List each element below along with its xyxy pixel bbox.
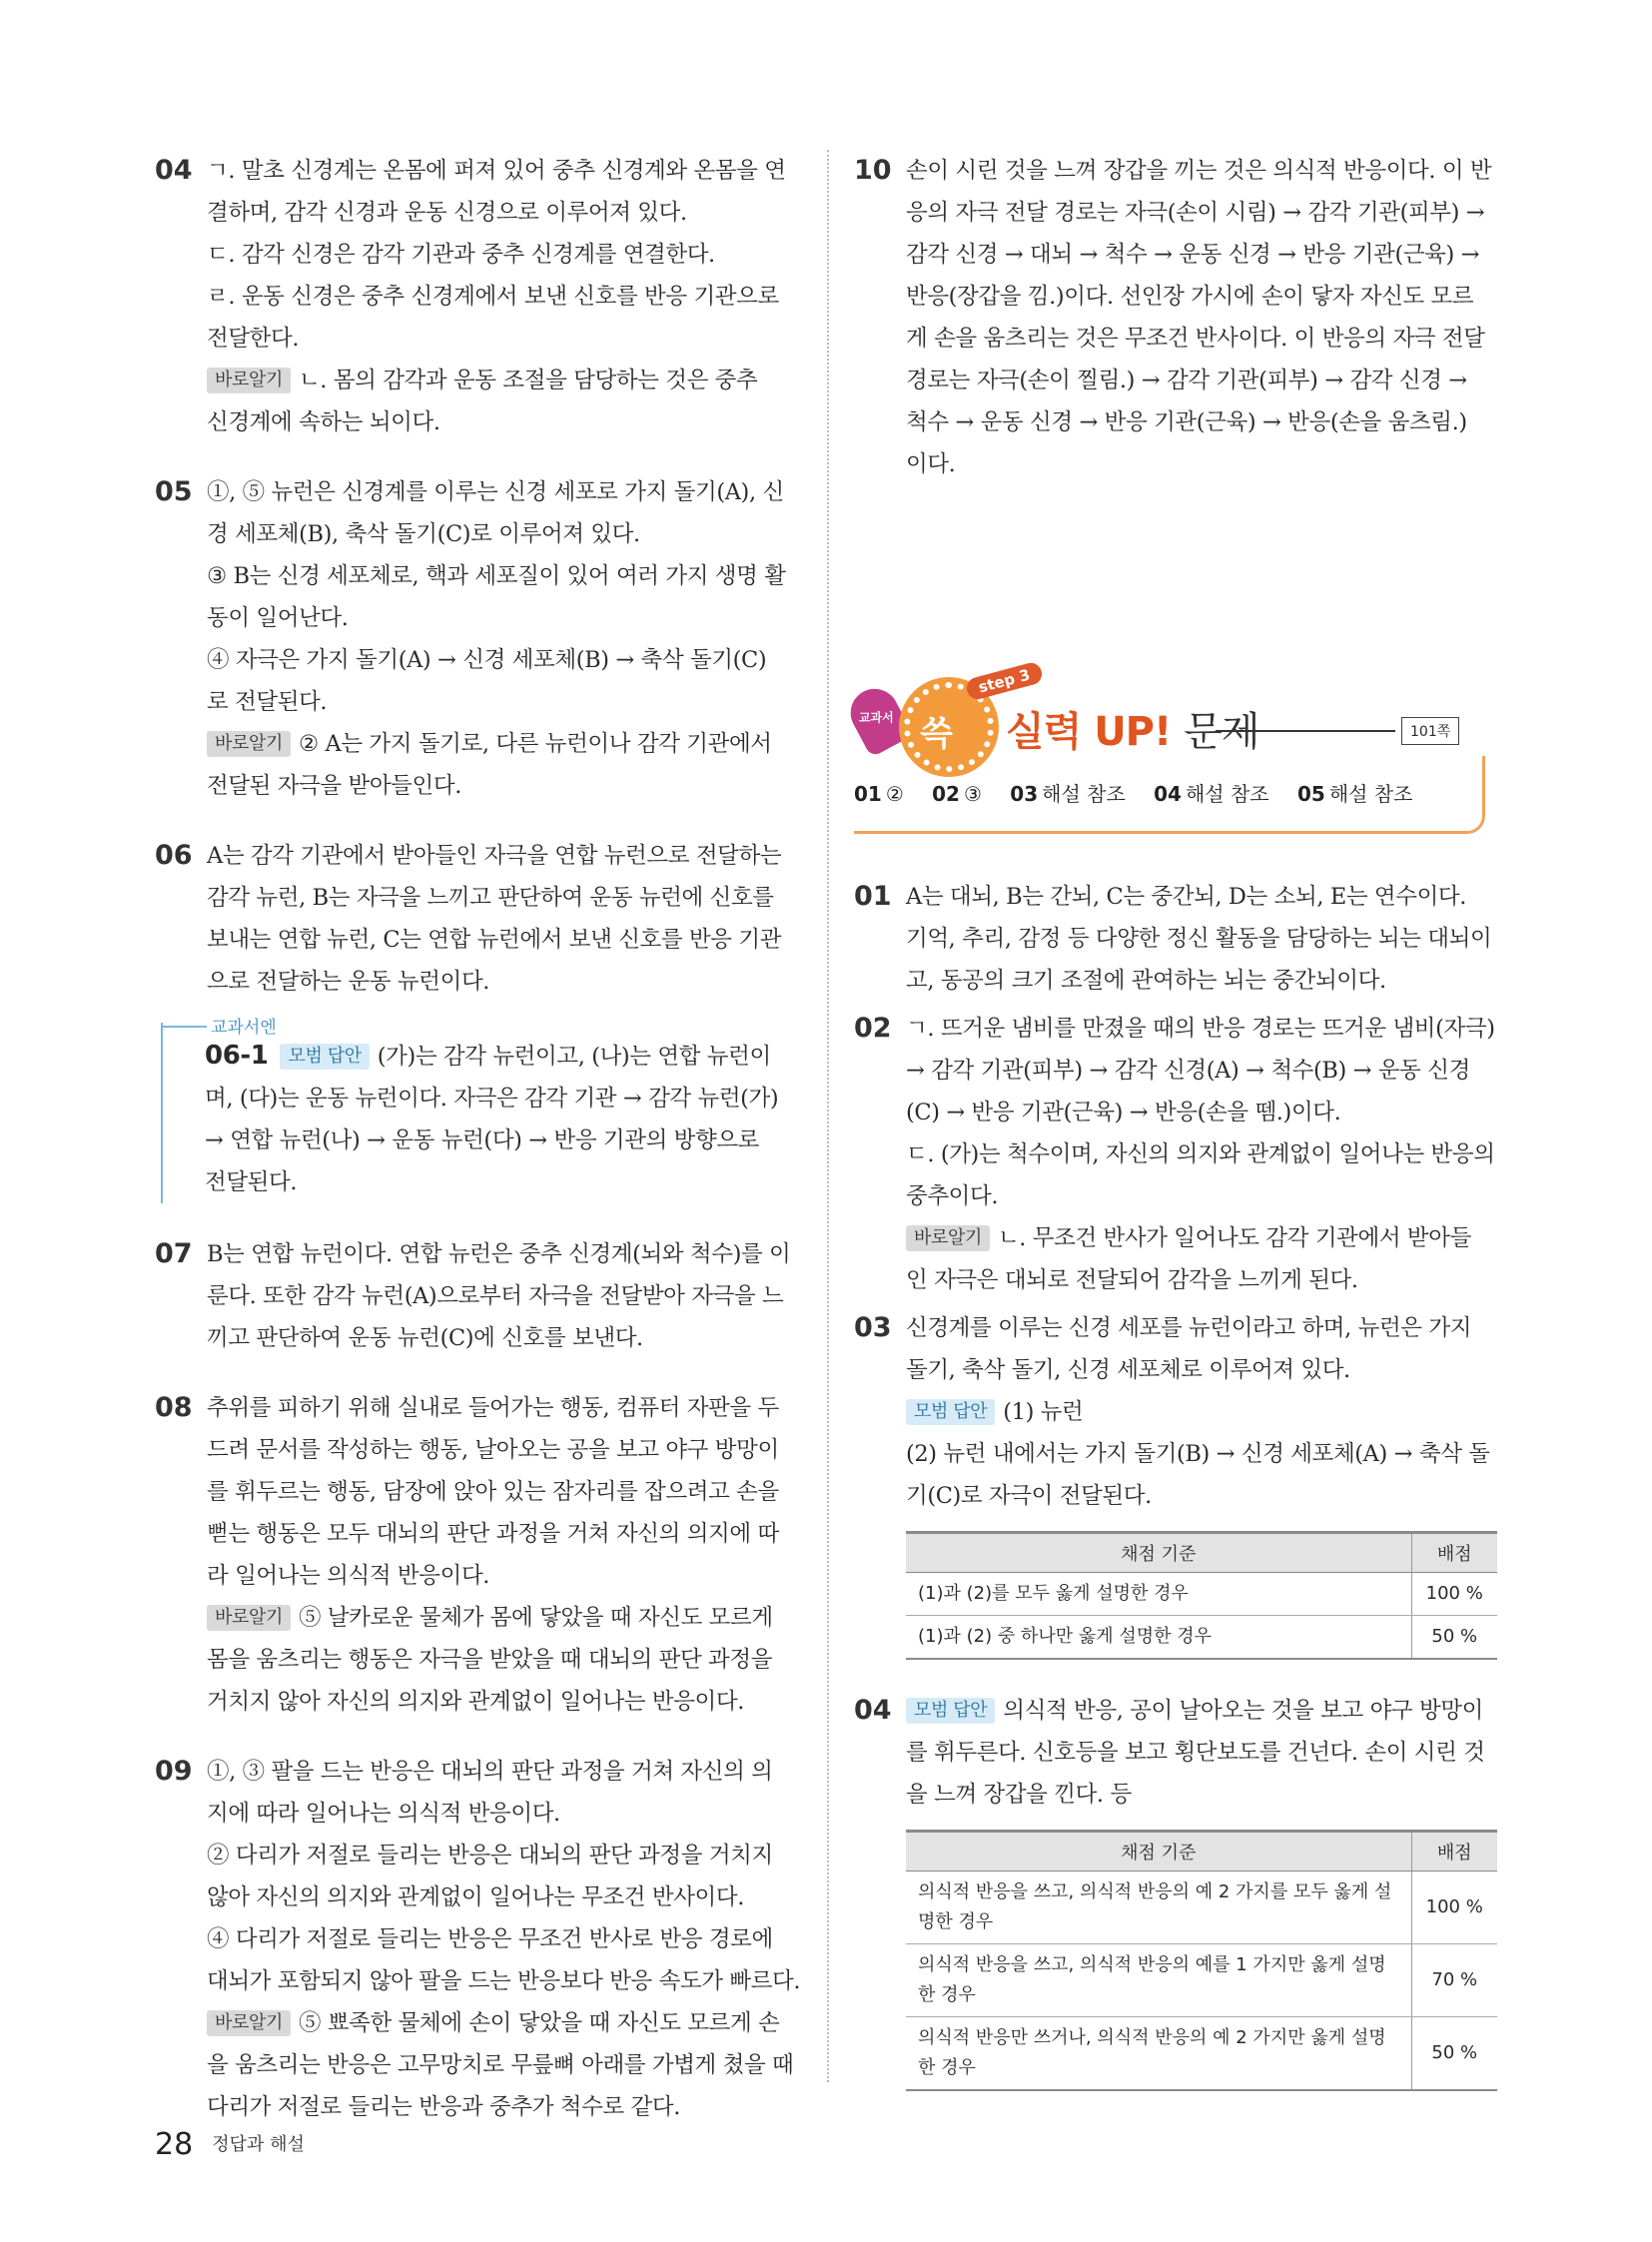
answer-line: 끼고 판단하여 운동 뉴런(C)에 신호를 보낸다.	[207, 1325, 643, 1351]
answer-09	[155, 1751, 801, 2128]
answer-line: 의식적 반응, 공이 날아오는 것을 보고 야구 방망이	[1003, 1698, 1483, 1724]
answer-line: 로 전달된다.	[207, 689, 328, 715]
correction-text: 전달된 자극을 받아들인다.	[207, 773, 461, 799]
section-title	[1006, 700, 1258, 757]
gear-label: 쓱	[920, 714, 953, 754]
correction-text: ㄴ. 몸의 감각과 운동 조절을 담당하는 것은 중추	[298, 368, 758, 393]
step-answer-02	[854, 1008, 1493, 1301]
table-cell: 의식적 반응만 쓰거나, 의식적 반응의 예 2 가지만 옳게 설명한 경우	[906, 2017, 1411, 2091]
quick-answer-item	[1010, 782, 1125, 806]
section-title-accent: 실력 UP!	[1006, 709, 1172, 755]
quick-answer-value: ③	[963, 782, 982, 806]
answer-04	[155, 150, 794, 443]
question-number: 07	[155, 1238, 193, 1269]
answer-line: ㄷ. (가)는 척수이며, 자신의 의지와 관계없이 일어나는 반응의	[906, 1141, 1495, 1167]
table-cell: 70 %	[1411, 1944, 1497, 2017]
correction-text: 신경계에 속하는 뇌이다.	[207, 409, 440, 435]
answer-line: 보내는 연합 뉴런, C는 연합 뉴런에서 보낸 신호를 반응 기관	[207, 927, 782, 953]
side-tab-label: 교과서	[858, 710, 894, 725]
table-header: 배점	[1411, 1832, 1497, 1871]
footer-label: 정답과 해설	[212, 2134, 305, 2155]
answer-06	[155, 835, 794, 1003]
answer-07	[155, 1233, 794, 1359]
answer-line: 동이 일어난다.	[207, 605, 349, 631]
answer-08	[155, 1387, 794, 1723]
answer-line: 손이 시린 것을 느껴 장갑을 끼는 것은 의식적 반응이다. 이 반	[906, 158, 1492, 184]
question-number: 10	[854, 155, 892, 186]
answer-line: 않아 자신의 의지와 관계없이 일어나는 무조건 반사이다.	[207, 1884, 744, 1910]
answer-line: 결하며, 감각 신경과 운동 신경으로 이루어져 있다.	[207, 200, 687, 226]
quick-answer-value: 해설 참조	[1328, 782, 1413, 806]
title-rule	[1216, 730, 1395, 732]
quick-answer-num: 01	[854, 782, 882, 806]
answer-line: 이다.	[906, 451, 956, 477]
scoring-table	[906, 1531, 1497, 1660]
table-cell: (1)과 (2) 중 하나만 옳게 설명한 경우	[906, 1616, 1411, 1660]
answer-line: 대뇌가 포함되지 않아 팔을 드는 반응보다 반응 속도가 빠르다.	[207, 1968, 801, 1994]
answer-05	[155, 471, 794, 807]
question-number: 02	[854, 1013, 892, 1044]
quick-answer-num: 04	[1154, 782, 1182, 806]
question-number: 09	[155, 1756, 193, 1787]
answer-line: 고, 동공의 크기 조절에 관여하는 뇌는 중간뇌이다.	[906, 968, 1386, 994]
table-header: 채점 기준	[906, 1533, 1411, 1573]
model-answer-tag: 모범 답안	[906, 1399, 995, 1425]
answer-line: 를 휘두른다. 신호등을 보고 횡단보도를 건넌다. 손이 시린 것	[906, 1740, 1485, 1766]
correction-tag: 바로알기	[207, 2010, 291, 2036]
correction-text: 몸을 움츠리는 행동은 자극을 받았을 때 대뇌의 판단 과정을	[207, 1647, 773, 1673]
model-answer-tag: 모범 답안	[906, 1698, 995, 1724]
answer-line: A는 대뇌, B는 간뇌, C는 중간뇌, D는 소뇌, E는 연수이다.	[906, 884, 1467, 910]
correction-text: 을 움츠리는 반응은 고무망치로 무릎뼈 아래를 가볍게 쳤을 때	[207, 2052, 794, 2078]
question-number: 08	[155, 1392, 193, 1423]
answer-line: 반응(장갑을 낌.)이다. 선인장 가시에 손이 닿자 자신도 모르	[906, 284, 1474, 310]
table-header: 채점 기준	[906, 1832, 1411, 1871]
answer-line: A는 감각 기관에서 받아들인 자극을 연합 뉴런으로 전달하는	[207, 843, 782, 869]
correction-text: ㄴ. 무조건 반사가 일어나도 감각 기관에서 받아들	[997, 1225, 1471, 1251]
page-number: 28	[155, 2127, 194, 2162]
answer-line: 응의 자극 전달 경로는 자극(손이 시림) → 감각 기관(피부) →	[906, 200, 1485, 226]
question-number: 03	[854, 1312, 892, 1343]
answer-line: 전달된다.	[205, 1169, 298, 1195]
answer-line: 으로 전달하는 운동 뉴런이다.	[207, 969, 490, 995]
question-number: 04	[854, 1695, 892, 1726]
correction-tag: 바로알기	[207, 731, 291, 757]
answer-line: 룬다. 또한 감각 뉴런(A)으로부터 자극을 전달받아 자극을 느	[207, 1283, 784, 1309]
table-row	[906, 2017, 1497, 2091]
answer-line: (가)는 감각 뉴런이고, (나)는 연합 뉴런이	[377, 1044, 771, 1070]
correction-text: ② A는 가지 돌기로, 다른 뉴런이나 감각 기관에서	[298, 731, 772, 757]
table-cell: 의식적 반응을 쓰고, 의식적 반응의 예를 1 가지만 옳게 설명한 경우	[906, 1944, 1411, 2017]
table-row	[906, 1573, 1497, 1616]
answer-line: ㄷ. 감각 신경은 감각 기관과 중추 신경계를 연결한다.	[207, 242, 715, 268]
page-reference: 101쪽	[1401, 717, 1459, 745]
answer-line: ①, ③ 팔을 드는 반응은 대뇌의 판단 과정을 거쳐 자신의 의	[207, 1759, 773, 1785]
left-column	[155, 150, 801, 2156]
step-answer-04	[854, 1690, 1493, 2121]
answer-line: 경 세포체(B), 축삭 돌기(C)로 이루어져 있다.	[207, 521, 640, 547]
answer-line: 전달한다.	[207, 326, 300, 352]
answer-10	[854, 150, 1493, 485]
table-cell: (1)과 (2)를 모두 옳게 설명한 경우	[906, 1573, 1411, 1616]
question-number: 06	[155, 840, 193, 871]
answer-line: ㄱ. 뜨거운 냄비를 만졌을 때의 반응 경로는 뜨거운 냄비(자극)	[906, 1016, 1495, 1042]
model-answer-tag: 모범 답안	[280, 1044, 369, 1070]
quick-answer-item	[932, 782, 982, 806]
textbook-extension-box	[161, 1018, 794, 1203]
answer-line: 감각 신경 → 대뇌 → 척수 → 운동 신경 → 반응 기관(근육) →	[906, 242, 1480, 268]
correction-text: ⑤ 날카로운 물체가 몸에 닿았을 때 자신도 모르게	[298, 1605, 773, 1631]
correction-text: 거치지 않아 자신의 의지와 관계없이 일어나는 반응이다.	[207, 1689, 744, 1715]
correction-tag: 바로알기	[207, 1605, 291, 1631]
answer-line: 돌기, 축삭 돌기, 신경 세포체로 이루어져 있다.	[906, 1357, 1350, 1383]
table-cell: 50 %	[1411, 2017, 1497, 2091]
answer-line: 며, (다)는 운동 뉴런이다. 자극은 감각 기관 → 감각 뉴런(가)	[205, 1086, 779, 1112]
right-column	[854, 150, 1493, 2149]
answer-line: 라 일어나는 의식적 반응이다.	[207, 1563, 490, 1589]
table-cell: 50 %	[1411, 1616, 1497, 1660]
answer-line: ③ B는 신경 세포체로, 핵과 세포질이 있어 여러 가지 생명 활	[207, 563, 786, 589]
page-footer	[155, 2127, 305, 2162]
answer-line: ㄱ. 말초 신경계는 온몸에 퍼져 있어 중추 신경계와 온몸을 연	[207, 158, 786, 184]
table-row	[906, 1871, 1497, 1944]
quick-answer-num: 03	[1010, 782, 1039, 806]
quick-answer-item	[1297, 782, 1412, 806]
answer-line: 추위를 피하기 위해 실내로 들어가는 행동, 컴퓨터 자판을 두	[207, 1395, 779, 1421]
scoring-table	[906, 1830, 1497, 2091]
table-header: 배점	[1411, 1533, 1497, 1573]
quick-answer-item	[854, 782, 904, 806]
sub-question-number: 06-1	[205, 1041, 269, 1071]
answer-line: ㄹ. 운동 신경은 중추 신경계에서 보낸 신호를 반응 기관으로	[207, 284, 779, 310]
answer-line: 기억, 추리, 감정 등 다양한 정신 활동을 담당하는 뇌는 대뇌이	[906, 926, 1492, 952]
correction-text: ⑤ 뾰족한 물체에 손이 닿았을 때 자신도 모르게 손	[298, 2010, 780, 2036]
question-number: 05	[155, 476, 193, 507]
table-row	[906, 1616, 1497, 1660]
quick-answer-value: ②	[885, 782, 904, 806]
quick-answer-value: 해설 참조	[1185, 782, 1269, 806]
answer-line: 신경계를 이루는 신경 세포를 뉴런이라고 하며, 뉴런은 가지	[906, 1315, 1472, 1341]
answer-line: 뻗는 행동은 모두 대뇌의 판단 과정을 거쳐 자신의 의지에 따	[207, 1521, 779, 1547]
correction-tag: 바로알기	[906, 1225, 990, 1251]
section-title-rest: 문제	[1184, 709, 1259, 755]
table-cell: 의식적 반응을 쓰고, 의식적 반응의 예 2 가지를 모두 옳게 설명한 경우	[906, 1871, 1411, 1944]
question-number: 01	[854, 881, 892, 912]
textbook-label: 교과서엔	[163, 1013, 283, 1038]
correction-text: 다리가 저절로 들리는 반응과 중추가 척수로 같다.	[207, 2094, 680, 2120]
quick-answer-item	[1154, 782, 1268, 806]
answer-line: ④ 다리가 저절로 들리는 반응은 무조건 반사로 반응 경로에	[207, 1926, 773, 1952]
column-divider	[827, 150, 829, 2082]
answer-line: 를 휘두르는 행동, 담장에 앉아 있는 잠자리를 잡으려고 손을	[207, 1479, 779, 1505]
answer-line: → 연합 뉴런(나) → 운동 뉴런(다) → 반응 기관의 방향으로	[205, 1127, 760, 1153]
answer-line: ④ 자극은 가지 돌기(A) → 신경 세포체(B) → 축삭 돌기(C)	[207, 647, 767, 673]
quick-answer-value: 해설 참조	[1042, 782, 1126, 806]
step3-section-banner	[846, 665, 1493, 840]
quick-answer-num: 05	[1296, 782, 1325, 806]
step-answer-03	[854, 1307, 1493, 1690]
answer-line: 감각 뉴런, B는 자극을 느끼고 판단하여 운동 뉴런에 신호를	[207, 885, 774, 911]
table-cell: 100 %	[1411, 1871, 1497, 1944]
table-row	[906, 1944, 1497, 2017]
table-cell: 100 %	[1411, 1573, 1497, 1616]
quick-answer-num: 02	[932, 782, 960, 806]
question-number: 04	[155, 155, 193, 186]
answer-line: 드려 문서를 작성하는 행동, 날아오는 공을 보고 야구 방망이	[207, 1437, 779, 1463]
answer-line: ② 다리가 저절로 들리는 반응은 대뇌의 판단 과정을 거치지	[207, 1843, 773, 1868]
quick-answers	[854, 778, 1434, 807]
step-answer-01	[854, 876, 1493, 1002]
step-badge: step 3	[964, 660, 1044, 701]
answer-line: (C) → 반응 기관(근육) → 반응(손을 뗌.)이다.	[906, 1100, 1341, 1125]
textbook-side-tab	[842, 680, 913, 757]
answer-line: 기(C)로 자극이 전달된다.	[906, 1483, 1152, 1509]
answer-line: 게 손을 움츠리는 것은 무조건 반사이다. 이 반응의 자극 전달	[906, 326, 1485, 352]
answer-line: 지에 따라 일어나는 의식적 반응이다.	[207, 1801, 560, 1827]
answer-line: (1) 뉴런	[1003, 1399, 1084, 1425]
answer-line: ①, ⑤ 뉴런은 신경계를 이루는 신경 세포로 가지 돌기(A), 신	[207, 479, 784, 505]
answer-line: 경로는 자극(손이 찔림.) → 감각 기관(피부) → 감각 신경 →	[906, 368, 1467, 393]
answer-line: 척수 → 운동 신경 → 반응 기관(근육) → 반응(손을 움츠림.)	[906, 409, 1467, 435]
correction-tag: 바로알기	[207, 368, 291, 393]
answer-line: (2) 뉴런 내에서는 가지 돌기(B) → 신경 세포체(A) → 축삭 돌	[906, 1441, 1490, 1467]
correction-text: 인 자극은 대뇌로 전달되어 감각을 느끼게 된다.	[906, 1267, 1358, 1293]
answer-line: 중추이다.	[906, 1183, 999, 1209]
answer-line: 을 느껴 장갑을 낀다. 등	[906, 1782, 1132, 1808]
answer-line: B는 연합 뉴런이다. 연합 뉴런은 중추 신경계(뇌와 척수)를 이	[207, 1241, 791, 1267]
answer-line: → 감각 기관(피부) → 감각 신경(A) → 척수(B) → 운동 신경	[906, 1058, 1470, 1084]
